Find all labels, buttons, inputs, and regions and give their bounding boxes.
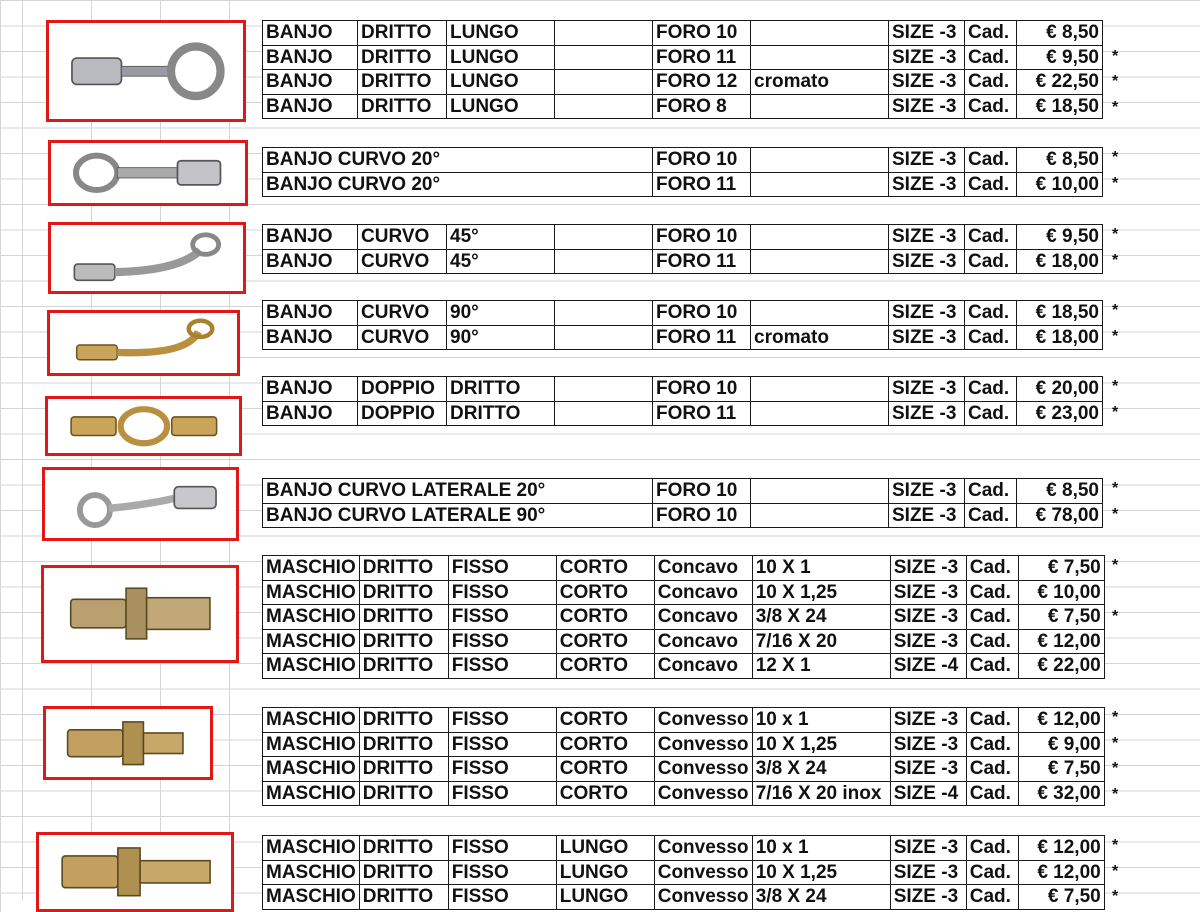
table-row xyxy=(263,172,1103,197)
cell-type: BANJO CURVO LATERALE 20° xyxy=(263,479,653,504)
cell-variant: FISSO xyxy=(448,629,556,654)
cell-size: SIZE -3 xyxy=(890,836,966,861)
cell-length: CORTO xyxy=(556,708,654,733)
cell-foro: Concavo xyxy=(654,629,752,654)
cell-length xyxy=(555,21,653,46)
cell-price: € 12,00 xyxy=(1018,860,1104,885)
cell-form: DOPPIO xyxy=(358,377,447,402)
asterisk-marker: * xyxy=(1112,785,1119,803)
cell-variant: FISSO xyxy=(448,885,556,910)
cell-foro: Convesso xyxy=(654,708,752,733)
cell-foro: FORO 10 xyxy=(653,301,751,326)
cell-form: DRITTO xyxy=(358,70,447,95)
banjo-curved-45-fitting-icon xyxy=(48,222,246,294)
cell-foro: FORO 11 xyxy=(653,401,751,426)
cell-unit: Cad. xyxy=(966,860,1018,885)
cell-unit: Cad. xyxy=(965,401,1017,426)
cell-type: MASCHIO xyxy=(263,732,360,757)
cell-length xyxy=(555,70,653,95)
cell-price: € 7,50 xyxy=(1018,757,1104,782)
banjo-double-fitting-icon xyxy=(45,396,242,456)
cell-price: € 12,00 xyxy=(1018,708,1104,733)
cell-form: CURVO xyxy=(358,249,447,274)
cell-variant: FISSO xyxy=(448,860,556,885)
cell-type: BANJO xyxy=(263,249,358,274)
table-row xyxy=(263,757,1105,782)
table-row xyxy=(263,708,1105,733)
cell-size: SIZE -3 xyxy=(889,325,965,350)
cell-size: SIZE -3 xyxy=(889,301,965,326)
cell-type: MASCHIO xyxy=(263,781,360,806)
cell-size: SIZE -3 xyxy=(890,708,966,733)
cell-length: CORTO xyxy=(556,732,654,757)
cell-price: € 78,00 xyxy=(1017,503,1103,528)
cell-unit: Cad. xyxy=(965,325,1017,350)
cell-length: CORTO xyxy=(556,757,654,782)
cell-spec: 3/8 X 24 xyxy=(752,885,890,910)
cell-spec xyxy=(751,148,889,173)
cell-spec: 10 X 1,25 xyxy=(752,732,890,757)
cell-type: BANJO xyxy=(263,21,358,46)
cell-variant: 45° xyxy=(447,249,555,274)
cell-variant: FISSO xyxy=(448,654,556,679)
cell-variant: FISSO xyxy=(448,605,556,630)
cell-unit: Cad. xyxy=(965,45,1017,70)
asterisk-marker: * xyxy=(1112,73,1119,90)
cell-size: SIZE -3 xyxy=(889,401,965,426)
asterisk-marker: * xyxy=(1112,837,1119,854)
cell-variant: FISSO xyxy=(448,757,556,782)
cell-length: CORTO xyxy=(556,556,654,581)
asterisk-marker: * xyxy=(1112,226,1119,243)
cell-spec: 10 X 1,25 xyxy=(752,580,890,605)
cell-size: SIZE -3 xyxy=(889,479,965,504)
cell-form: DRITTO xyxy=(359,781,448,806)
cell-foro: Convesso xyxy=(654,885,752,910)
cell-foro: FORO 10 xyxy=(653,377,751,402)
cell-form: DRITTO xyxy=(359,629,448,654)
cell-variant: LUNGO xyxy=(447,21,555,46)
cell-spec: cromato xyxy=(751,70,889,95)
cell-variant: LUNGO xyxy=(447,45,555,70)
cell-price: € 8,50 xyxy=(1017,148,1103,173)
cell-size: SIZE -3 xyxy=(890,757,966,782)
asterisk-marker: * xyxy=(1112,557,1119,574)
cell-size: SIZE -3 xyxy=(889,70,965,95)
table-row xyxy=(263,732,1105,757)
cell-spec xyxy=(751,479,889,504)
cell-type: MASCHIO xyxy=(263,860,360,885)
banjo-curved-90-fitting-icon xyxy=(47,310,240,376)
cell-variant: DRITTO xyxy=(447,377,555,402)
asterisk-marker: * xyxy=(1112,174,1119,192)
cell-type: BANJO xyxy=(263,45,358,70)
cell-foro: Convesso xyxy=(654,836,752,861)
cell-length xyxy=(555,325,653,350)
asterisk-marker: * xyxy=(1112,378,1119,395)
table-row xyxy=(263,860,1105,885)
table-row xyxy=(263,885,1105,910)
cell-price: € 22,50 xyxy=(1017,70,1103,95)
price-table xyxy=(262,478,1103,528)
cell-type: MASCHIO xyxy=(263,629,360,654)
column-gridline xyxy=(22,0,23,900)
cell-unit: Cad. xyxy=(966,781,1018,806)
cell-form: DRITTO xyxy=(358,94,447,119)
cell-unit: Cad. xyxy=(965,225,1017,250)
price-table xyxy=(262,20,1103,119)
cell-type: MASCHIO xyxy=(263,654,360,679)
table-row xyxy=(263,70,1103,95)
cell-unit: Cad. xyxy=(966,580,1018,605)
price-table xyxy=(262,300,1103,350)
table-row xyxy=(263,781,1105,806)
cell-price: € 10,00 xyxy=(1018,580,1104,605)
cell-type: BANJO xyxy=(263,301,358,326)
cell-variant: FISSO xyxy=(448,836,556,861)
cell-type: BANJO xyxy=(263,377,358,402)
cell-spec: 10 X 1,25 xyxy=(752,860,890,885)
cell-type: BANJO CURVO 20° xyxy=(263,172,653,197)
cell-size: SIZE -4 xyxy=(890,781,966,806)
cell-spec: 3/8 X 24 xyxy=(752,757,890,782)
cell-size: SIZE -3 xyxy=(889,148,965,173)
cell-price: € 7,50 xyxy=(1018,605,1104,630)
cell-form: DRITTO xyxy=(359,654,448,679)
cell-spec: 7/16 X 20 inox xyxy=(752,781,890,806)
cell-price: € 18,00 xyxy=(1017,249,1103,274)
cell-foro: FORO 10 xyxy=(653,503,751,528)
asterisk-marker: * xyxy=(1112,251,1119,269)
cell-length xyxy=(555,301,653,326)
cell-size: SIZE -3 xyxy=(889,377,965,402)
asterisk-marker: * xyxy=(1112,403,1119,421)
cell-type: BANJO CURVO LATERALE 90° xyxy=(263,503,653,528)
cell-foro: FORO 12 xyxy=(653,70,751,95)
table-row xyxy=(263,836,1105,861)
cell-foro: FORO 8 xyxy=(653,94,751,119)
table-row xyxy=(263,301,1103,326)
cell-form: DRITTO xyxy=(358,45,447,70)
cell-price: € 10,00 xyxy=(1017,172,1103,197)
table-row xyxy=(263,605,1105,630)
cell-size: SIZE -3 xyxy=(889,45,965,70)
cell-foro: Convesso xyxy=(654,781,752,806)
cell-spec xyxy=(751,45,889,70)
cell-variant: FISSO xyxy=(448,732,556,757)
cell-form: DOPPIO xyxy=(358,401,447,426)
cell-unit: Cad. xyxy=(966,836,1018,861)
cell-foro: Convesso xyxy=(654,732,752,757)
asterisk-marker: * xyxy=(1112,709,1119,726)
male-convex-short-fitting-icon xyxy=(43,706,213,780)
cell-unit: Cad. xyxy=(965,249,1017,274)
cell-price: € 12,00 xyxy=(1018,836,1104,861)
cell-form: DRITTO xyxy=(359,580,448,605)
cell-spec: 7/16 X 20 xyxy=(752,629,890,654)
cell-unit: Cad. xyxy=(965,377,1017,402)
table-row xyxy=(263,654,1105,679)
asterisk-marker: * xyxy=(1112,505,1119,523)
cell-type: MASCHIO xyxy=(263,556,360,581)
cell-variant: FISSO xyxy=(448,708,556,733)
cell-price: € 23,00 xyxy=(1017,401,1103,426)
cell-form: DRITTO xyxy=(358,21,447,46)
table-row xyxy=(263,401,1103,426)
cell-size: SIZE -3 xyxy=(889,21,965,46)
cell-spec: 12 X 1 xyxy=(752,654,890,679)
cell-size: SIZE -3 xyxy=(890,605,966,630)
cell-type: BANJO xyxy=(263,225,358,250)
cell-size: SIZE -3 xyxy=(890,580,966,605)
asterisk-marker: * xyxy=(1112,149,1119,166)
cell-foro: Convesso xyxy=(654,757,752,782)
cell-spec xyxy=(751,503,889,528)
cell-variant: FISSO xyxy=(448,580,556,605)
cell-unit: Cad. xyxy=(965,172,1017,197)
cell-foro: Concavo xyxy=(654,605,752,630)
cell-unit: Cad. xyxy=(966,654,1018,679)
table-row xyxy=(263,503,1103,528)
cell-length: LUNGO xyxy=(556,885,654,910)
cell-unit: Cad. xyxy=(965,479,1017,504)
cell-size: SIZE -3 xyxy=(889,249,965,274)
cell-size: SIZE -3 xyxy=(890,556,966,581)
cell-variant: LUNGO xyxy=(447,94,555,119)
cell-foro: Convesso xyxy=(654,860,752,885)
cell-length xyxy=(555,377,653,402)
cell-foro: Concavo xyxy=(654,580,752,605)
price-table xyxy=(262,555,1105,679)
price-table xyxy=(262,224,1103,274)
table-row xyxy=(263,479,1103,504)
cell-variant: 90° xyxy=(447,325,555,350)
cell-price: € 9,50 xyxy=(1017,45,1103,70)
cell-length: CORTO xyxy=(556,629,654,654)
cell-unit: Cad. xyxy=(965,21,1017,46)
cell-spec: 3/8 X 24 xyxy=(752,605,890,630)
cell-size: SIZE -3 xyxy=(889,503,965,528)
price-table xyxy=(262,147,1103,197)
cell-variant: FISSO xyxy=(448,556,556,581)
cell-form: DRITTO xyxy=(359,860,448,885)
cell-size: SIZE -3 xyxy=(890,732,966,757)
cell-price: € 9,00 xyxy=(1018,732,1104,757)
cell-foro: FORO 10 xyxy=(653,21,751,46)
cell-unit: Cad. xyxy=(965,70,1017,95)
price-table xyxy=(262,376,1103,426)
cell-price: € 7,50 xyxy=(1018,556,1104,581)
cell-size: SIZE -3 xyxy=(890,885,966,910)
cell-form: DRITTO xyxy=(359,885,448,910)
male-convex-long-fitting-icon xyxy=(36,832,234,912)
cell-price: € 8,50 xyxy=(1017,479,1103,504)
cell-price: € 22,00 xyxy=(1018,654,1104,679)
cell-unit: Cad. xyxy=(966,556,1018,581)
cell-form: DRITTO xyxy=(359,605,448,630)
cell-price: € 18,00 xyxy=(1017,325,1103,350)
cell-foro: FORO 11 xyxy=(653,172,751,197)
cell-unit: Cad. xyxy=(966,732,1018,757)
asterisk-marker: * xyxy=(1112,327,1119,345)
cell-variant: 90° xyxy=(447,301,555,326)
cell-spec xyxy=(751,94,889,119)
cell-type: MASCHIO xyxy=(263,836,360,861)
cell-price: € 7,50 xyxy=(1018,885,1104,910)
cell-type: MASCHIO xyxy=(263,580,360,605)
banjo-lateral-fitting-icon xyxy=(42,467,239,541)
table-row xyxy=(263,148,1103,173)
cell-foro: FORO 10 xyxy=(653,225,751,250)
cell-unit: Cad. xyxy=(966,708,1018,733)
cell-spec: 10 x 1 xyxy=(752,708,890,733)
cell-foro: Concavo xyxy=(654,654,752,679)
cell-foro: FORO 10 xyxy=(653,148,751,173)
cell-type: BANJO xyxy=(263,70,358,95)
cell-type: MASCHIO xyxy=(263,605,360,630)
cell-length xyxy=(555,45,653,70)
cell-unit: Cad. xyxy=(965,503,1017,528)
cell-size: SIZE -4 xyxy=(890,654,966,679)
cell-type: MASCHIO xyxy=(263,757,360,782)
cell-length: LUNGO xyxy=(556,860,654,885)
cell-variant: DRITTO xyxy=(447,401,555,426)
cell-form: DRITTO xyxy=(359,556,448,581)
table-row xyxy=(263,580,1105,605)
cell-price: € 9,50 xyxy=(1017,225,1103,250)
cell-spec: 10 X 1 xyxy=(752,556,890,581)
cell-form: DRITTO xyxy=(359,757,448,782)
cell-variant: FISSO xyxy=(448,781,556,806)
cell-foro: Concavo xyxy=(654,556,752,581)
cell-form: DRITTO xyxy=(359,708,448,733)
asterisk-marker: * xyxy=(1112,888,1119,905)
cell-form: CURVO xyxy=(358,301,447,326)
cell-price: € 8,50 xyxy=(1017,21,1103,46)
cell-foro: FORO 10 xyxy=(653,479,751,504)
cell-foro: FORO 11 xyxy=(653,325,751,350)
table-row xyxy=(263,629,1105,654)
cell-spec xyxy=(751,377,889,402)
cell-length xyxy=(555,94,653,119)
cell-unit: Cad. xyxy=(966,885,1018,910)
cell-size: SIZE -3 xyxy=(889,94,965,119)
cell-variant: LUNGO xyxy=(447,70,555,95)
cell-length xyxy=(555,225,653,250)
price-table xyxy=(262,707,1105,806)
asterisk-marker: * xyxy=(1112,608,1119,625)
cell-unit: Cad. xyxy=(966,605,1018,630)
cell-size: SIZE -3 xyxy=(890,860,966,885)
cell-foro: FORO 11 xyxy=(653,45,751,70)
banjo-curved-20-fitting-icon xyxy=(48,140,248,206)
cell-length: LUNGO xyxy=(556,836,654,861)
male-concave-fitting-icon xyxy=(41,565,239,663)
table-row xyxy=(263,45,1103,70)
cell-length: CORTO xyxy=(556,605,654,630)
price-table xyxy=(262,835,1105,910)
cell-length xyxy=(555,401,653,426)
cell-form: CURVO xyxy=(358,225,447,250)
cell-size: SIZE -3 xyxy=(890,629,966,654)
cell-price: € 18,50 xyxy=(1017,94,1103,119)
cell-spec xyxy=(751,249,889,274)
cell-type: MASCHIO xyxy=(263,708,360,733)
cell-spec xyxy=(751,401,889,426)
asterisk-marker: * xyxy=(1112,98,1119,116)
asterisk-marker: * xyxy=(1112,760,1119,777)
cell-form: CURVO xyxy=(358,325,447,350)
cell-length: CORTO xyxy=(556,580,654,605)
cell-size: SIZE -3 xyxy=(889,225,965,250)
cell-size: SIZE -3 xyxy=(889,172,965,197)
cell-variant: 45° xyxy=(447,225,555,250)
table-row xyxy=(263,225,1103,250)
cell-length xyxy=(555,249,653,274)
asterisk-marker: * xyxy=(1112,480,1119,497)
cell-spec xyxy=(751,225,889,250)
cell-foro: FORO 11 xyxy=(653,249,751,274)
table-row xyxy=(263,377,1103,402)
table-row xyxy=(263,249,1103,274)
cell-price: € 18,50 xyxy=(1017,301,1103,326)
cell-spec: 10 x 1 xyxy=(752,836,890,861)
asterisk-marker: * xyxy=(1112,734,1119,752)
cell-form: DRITTO xyxy=(359,732,448,757)
cell-unit: Cad. xyxy=(965,301,1017,326)
cell-type: BANJO xyxy=(263,401,358,426)
cell-price: € 20,00 xyxy=(1017,377,1103,402)
cell-form: DRITTO xyxy=(359,836,448,861)
asterisk-marker: * xyxy=(1112,47,1119,65)
cell-length: CORTO xyxy=(556,781,654,806)
cell-length: CORTO xyxy=(556,654,654,679)
cell-spec xyxy=(751,21,889,46)
cell-type: MASCHIO xyxy=(263,885,360,910)
cell-unit: Cad. xyxy=(966,629,1018,654)
cell-price: € 12,00 xyxy=(1018,629,1104,654)
cell-unit: Cad. xyxy=(966,757,1018,782)
cell-type: BANJO xyxy=(263,325,358,350)
asterisk-marker: * xyxy=(1112,862,1119,880)
asterisk-marker: * xyxy=(1112,302,1119,319)
table-row xyxy=(263,556,1105,581)
cell-spec xyxy=(751,301,889,326)
banjo-straight-long-fitting-icon xyxy=(46,20,246,122)
table-row xyxy=(263,21,1103,46)
cell-type: BANJO xyxy=(263,94,358,119)
table-row xyxy=(263,94,1103,119)
cell-type: BANJO CURVO 20° xyxy=(263,148,653,173)
cell-spec xyxy=(751,172,889,197)
cell-price: € 32,00 xyxy=(1018,781,1104,806)
table-row xyxy=(263,325,1103,350)
cell-unit: Cad. xyxy=(965,148,1017,173)
cell-spec: cromato xyxy=(751,325,889,350)
cell-unit: Cad. xyxy=(965,94,1017,119)
